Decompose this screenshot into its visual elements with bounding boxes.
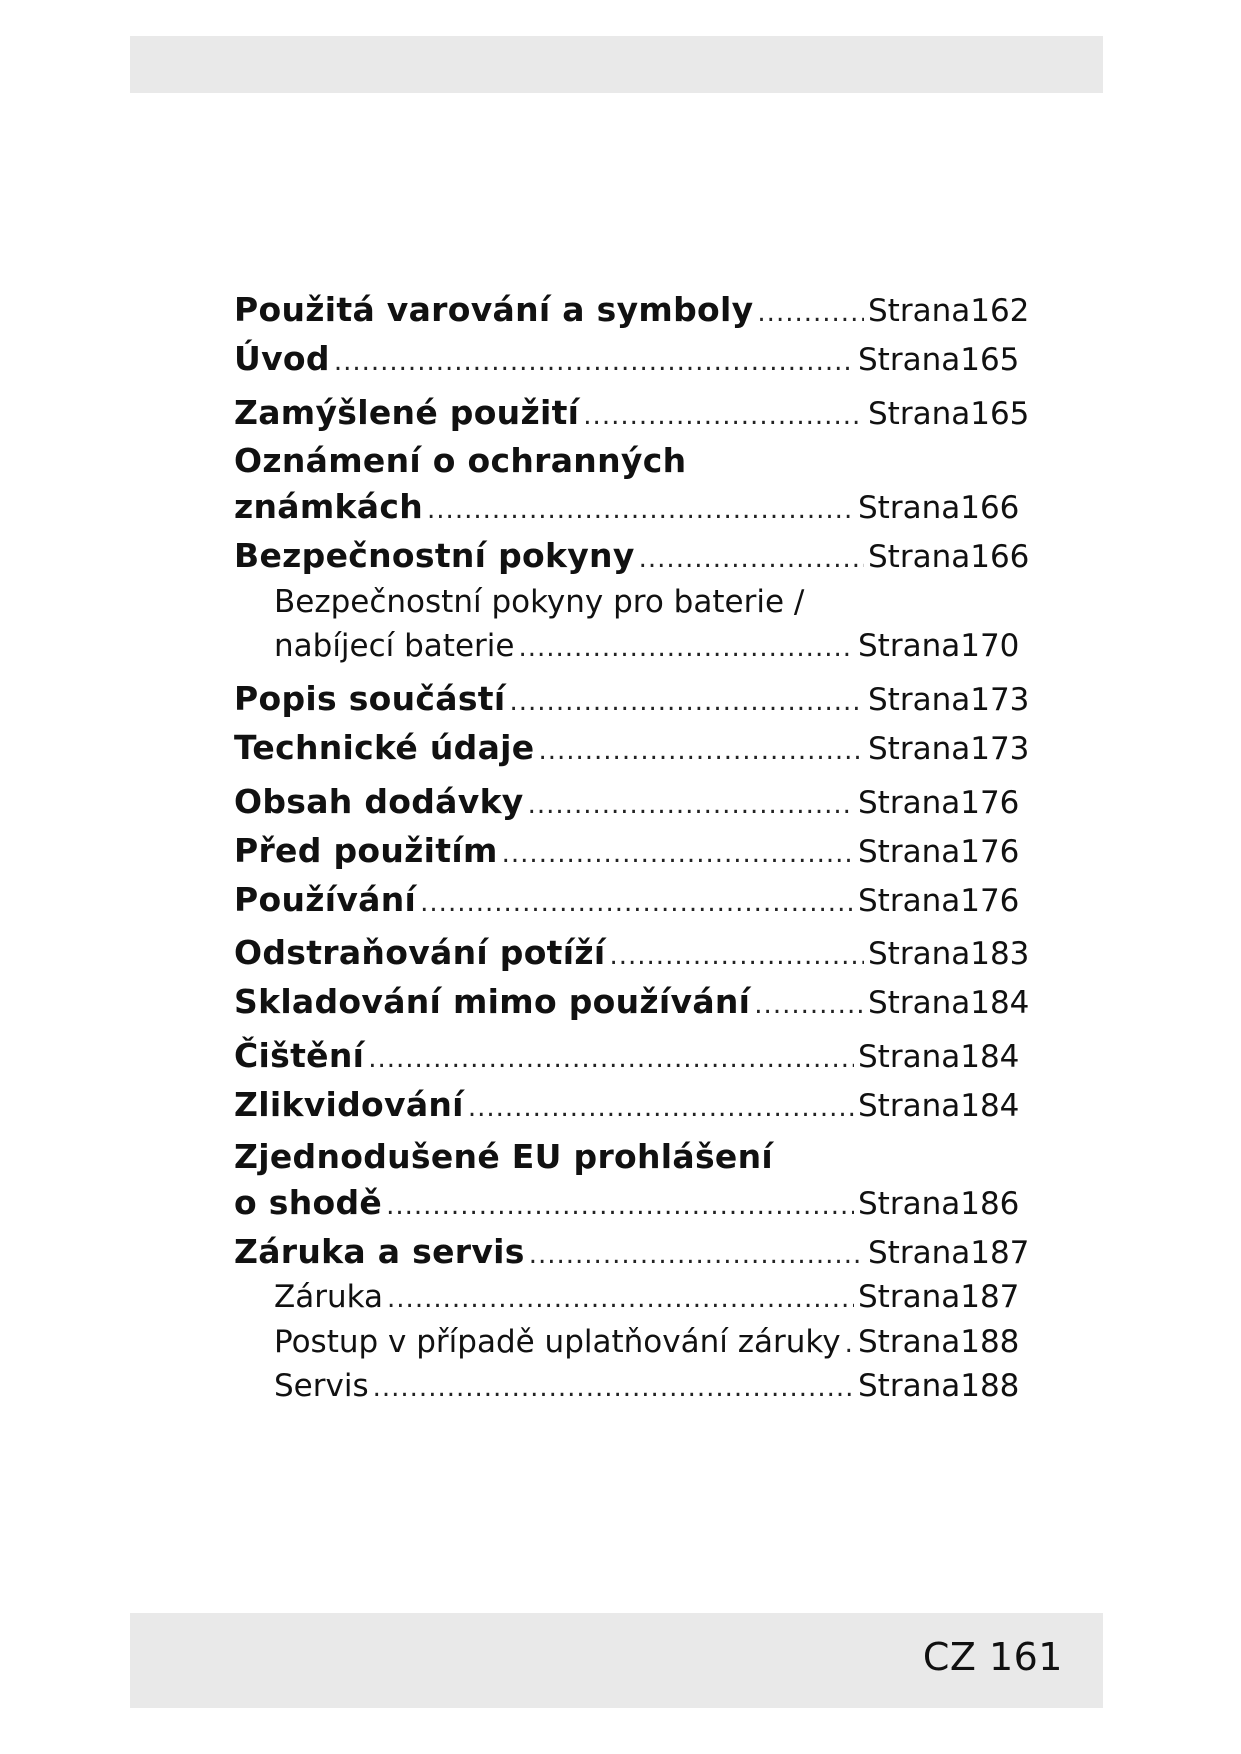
- toc-entry[interactable]: [234, 982, 1034, 1028]
- toc-entry[interactable]: [234, 728, 1034, 774]
- toc-entry-title: Použitá varování a symboly: [234, 290, 754, 329]
- toc-entry-page: Strana166: [858, 490, 1020, 526]
- toc-entry[interactable]: [234, 339, 1034, 385]
- toc-entry[interactable]: [234, 831, 1034, 877]
- toc-subentry-title: Postup v případě uplatňování záruky: [274, 1324, 841, 1360]
- leader-dots: [373, 1373, 854, 1403]
- toc-entry[interactable]: [234, 679, 1034, 725]
- toc-subentry[interactable]: [274, 1368, 1034, 1414]
- toc-subentry-title: nabíjecí baterie: [274, 628, 515, 664]
- toc-entry-title: Obsah dodávky: [234, 782, 524, 821]
- toc-subentry[interactable]: [274, 1324, 1034, 1370]
- toc-entry[interactable]: [234, 933, 1034, 979]
- toc-entry-heading-line: [234, 1137, 1034, 1183]
- toc-entry-title: Úvod: [234, 339, 330, 378]
- leader-dots: [518, 633, 854, 663]
- leader-dots: [639, 544, 864, 574]
- toc-subentry-title-line1: Bezpečnostní pokyny pro baterie /: [274, 584, 805, 620]
- toc-entry-page: Strana187: [868, 1235, 1030, 1271]
- toc-subentry-heading-line: [274, 584, 1034, 630]
- toc-entry-page: Strana183: [868, 936, 1030, 972]
- leader-dots: [510, 687, 865, 717]
- toc-entry-title: Čištění: [234, 1036, 365, 1075]
- leader-dots: [529, 1240, 864, 1270]
- toc-entry[interactable]: [234, 536, 1034, 582]
- toc-entry[interactable]: [234, 393, 1034, 439]
- toc-subentry[interactable]: [274, 628, 1034, 674]
- toc-entry[interactable]: [234, 1036, 1034, 1082]
- leader-dots: [368, 1044, 854, 1074]
- toc-subentry-page: Strana188: [858, 1324, 1020, 1360]
- toc-subentry[interactable]: [274, 1279, 1034, 1325]
- toc-entry-title: známkách: [234, 487, 424, 526]
- header-band: [130, 36, 1103, 93]
- leader-dots: [754, 990, 864, 1020]
- toc-entry-page: Strana166: [868, 539, 1030, 575]
- toc-subentry-page: Strana170: [858, 628, 1020, 664]
- leader-dots: [538, 736, 864, 766]
- toc-entry-page: Strana186: [858, 1186, 1020, 1222]
- toc-entry-title: Používání: [234, 880, 417, 919]
- leader-dots: [845, 1329, 854, 1359]
- toc-entry-page: Strana165: [868, 396, 1030, 432]
- toc-entry-page: Strana184: [868, 985, 1030, 1021]
- toc-entry-page: Strana173: [868, 731, 1030, 767]
- toc-entry-page: Strana184: [858, 1039, 1020, 1075]
- leader-dots: [387, 1284, 854, 1314]
- leader-dots: [609, 941, 864, 971]
- toc-entry-title: Odstraňování potíží: [234, 933, 606, 972]
- toc-entry-title: Skladování mimo používání: [234, 982, 751, 1021]
- leader-dots: [528, 790, 854, 820]
- toc-entry-title: Popis součástí: [234, 679, 506, 718]
- toc-entry[interactable]: [234, 880, 1034, 926]
- toc-entry-page: Strana173: [868, 682, 1030, 718]
- toc-subentry-page: Strana187: [858, 1279, 1020, 1315]
- toc-entry-page: Strana162: [868, 293, 1030, 329]
- toc-subentry-title: Záruka: [274, 1279, 384, 1315]
- leader-dots: [502, 839, 854, 869]
- toc-entry[interactable]: [234, 290, 1034, 336]
- toc-entry-title: Zamýšlené použití: [234, 393, 580, 432]
- toc-entry-title: o shodě: [234, 1183, 383, 1222]
- toc-entry-page: Strana176: [858, 834, 1020, 870]
- toc-entry-page: Strana165: [858, 342, 1020, 378]
- leader-dots: [583, 401, 864, 431]
- toc-entry-page: Strana176: [858, 785, 1020, 821]
- leader-dots: [420, 888, 854, 918]
- toc-entry-heading-line: [234, 441, 1034, 487]
- toc-entry-title-line1: Zjednodušené EU prohlášení: [234, 1137, 774, 1176]
- leader-dots: [386, 1191, 854, 1221]
- toc-entry-title: Záruka a servis: [234, 1232, 525, 1271]
- leader-dots: [427, 495, 854, 525]
- toc-entry[interactable]: [234, 1085, 1034, 1131]
- leader-dots: [468, 1093, 854, 1123]
- toc-entry-title: Před použitím: [234, 831, 498, 870]
- toc-entry[interactable]: [234, 782, 1034, 828]
- toc-entry-title: Technické údaje: [234, 728, 535, 767]
- toc-entry[interactable]: [234, 1183, 1034, 1229]
- toc-entry-title-line1: Oznámení o ochranných: [234, 441, 687, 480]
- toc-entry-title: Zlikvidování: [234, 1085, 464, 1124]
- toc-entry[interactable]: [234, 1232, 1034, 1278]
- leader-dots: [334, 347, 854, 377]
- footer-band: [130, 1613, 1103, 1708]
- toc-subentry-title: Servis: [274, 1368, 369, 1404]
- toc-entry[interactable]: [234, 487, 1034, 533]
- toc-subentry-page: Strana188: [858, 1368, 1020, 1404]
- page-number: CZ 161: [922, 1635, 1063, 1679]
- toc-entry-page: Strana184: [858, 1088, 1020, 1124]
- toc-entry-page: Strana176: [858, 883, 1020, 919]
- leader-dots: [757, 298, 864, 328]
- toc-entry-title: Bezpečnostní pokyny: [234, 536, 635, 575]
